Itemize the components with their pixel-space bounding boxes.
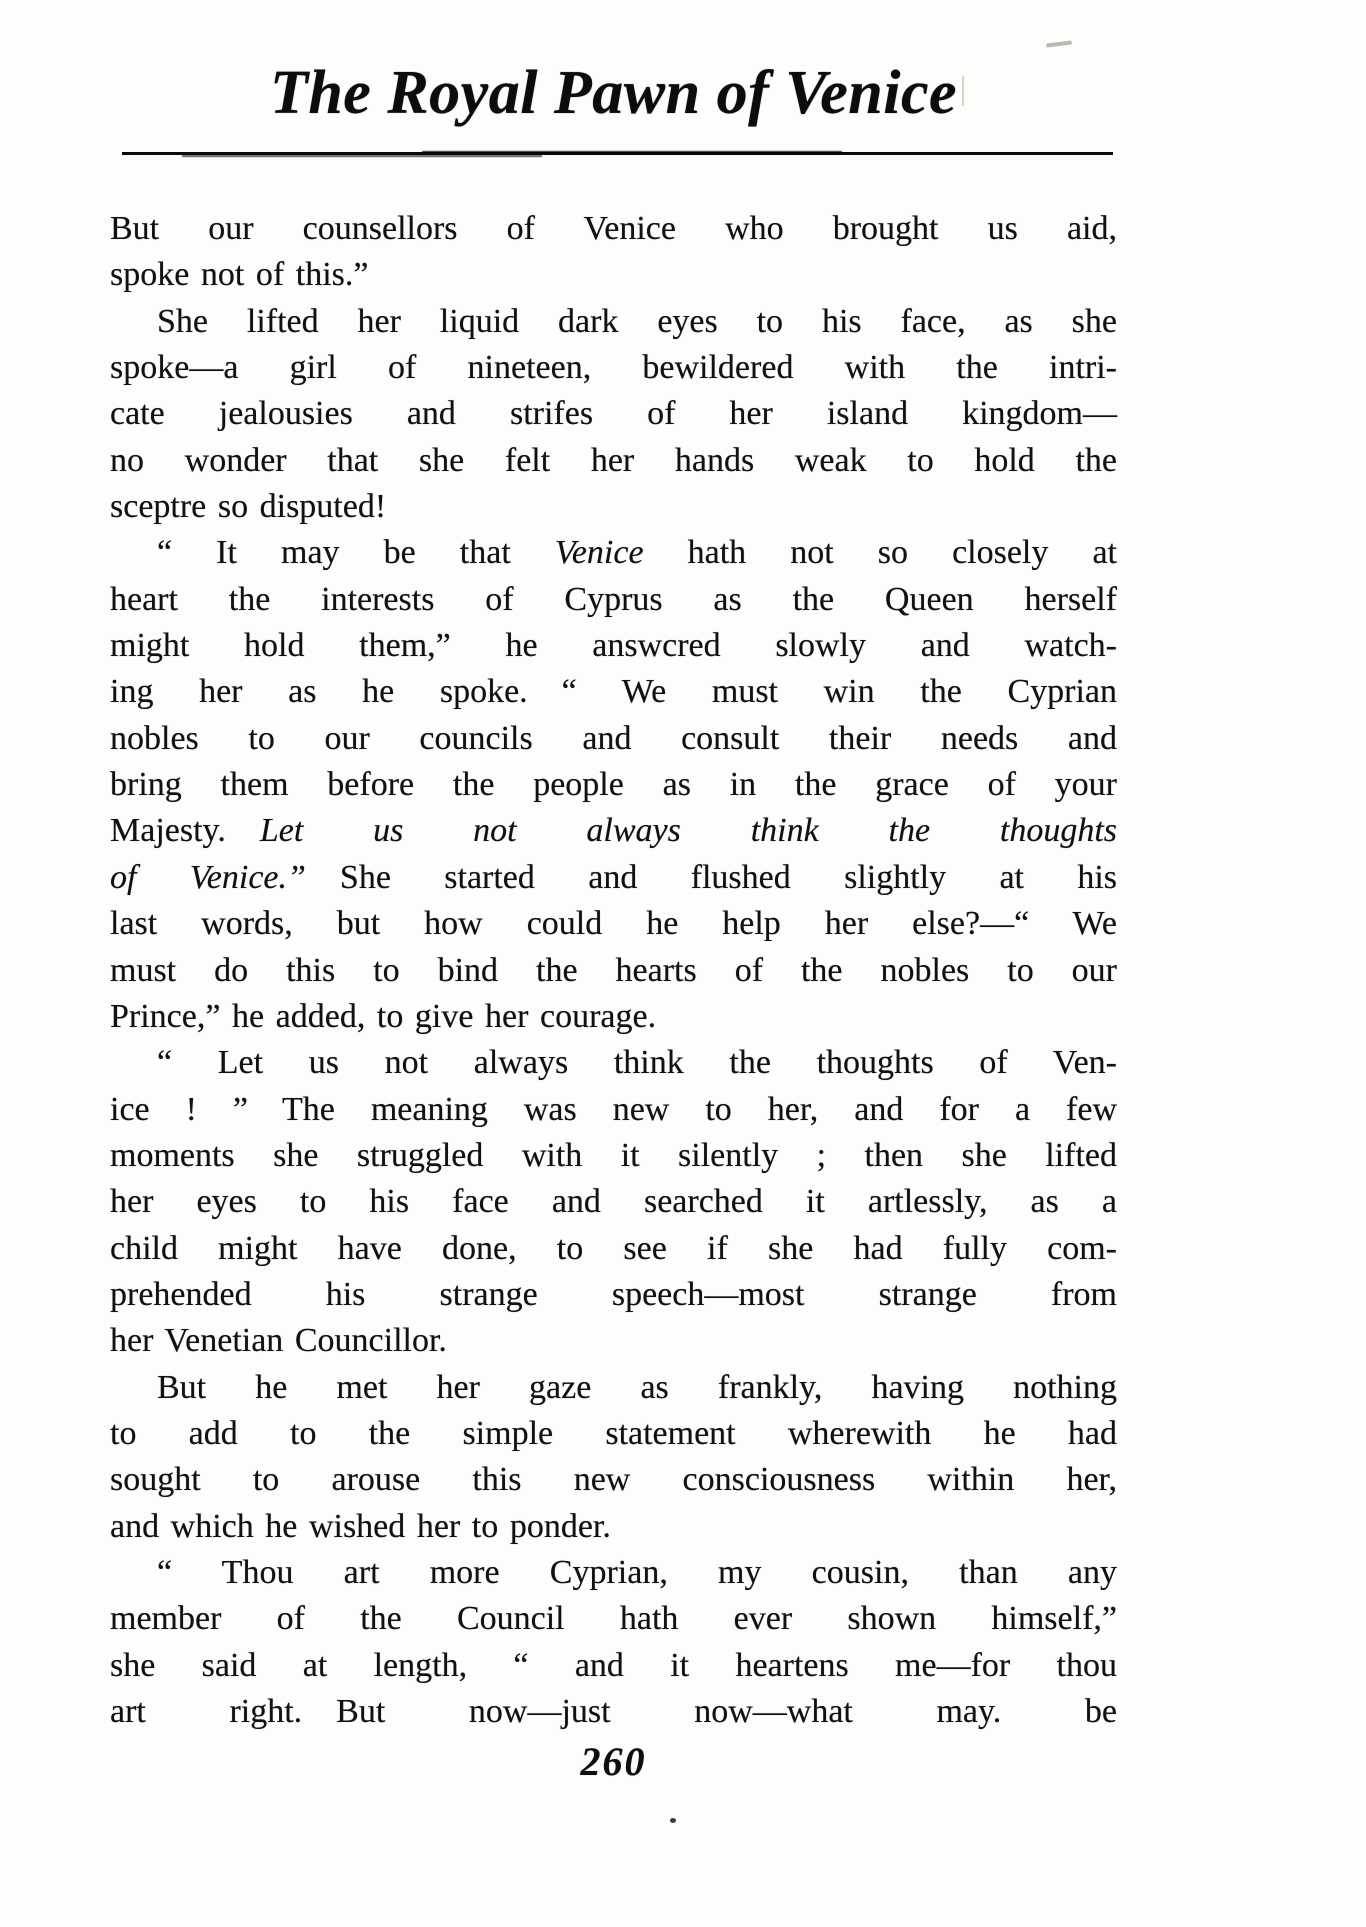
text-segment: “ It may be that (157, 534, 555, 572)
text-line (110, 1272, 1117, 1318)
text-segment: But he met her gaze as frankly, having nothing (157, 1368, 1117, 1406)
text-segment: last words, but how could he help her else?—“ We (110, 905, 1117, 943)
text-line (110, 206, 1117, 252)
text-segment: nobles to our councils and consult their needs and (110, 719, 1117, 757)
italic-text: Venice (554, 534, 644, 572)
text-segment: no wonder that she felt her hands weak to hold the (110, 441, 1117, 479)
text-segment: spoke not of this.” (110, 256, 369, 294)
text-line (110, 345, 1117, 391)
text-line (110, 484, 1117, 530)
text-segment: prehended his strange speech—most strange from (110, 1275, 1117, 1313)
text-segment: Majesty. (110, 812, 260, 850)
text-line (110, 1504, 1117, 1550)
text-segment: she said at length, “ and it heartens me—for thou (110, 1646, 1117, 1684)
text-line (110, 808, 1117, 854)
text-line (110, 623, 1117, 669)
text-segment: bring them before the people as in the grace of your (110, 766, 1117, 804)
italic-text: of Venice.” (110, 858, 306, 896)
text-segment: “ Let us not always think the thoughts of Ven- (157, 1044, 1117, 1082)
text-line (110, 1457, 1117, 1503)
text-segment: to add to the simple statement wherewith he had (110, 1414, 1117, 1452)
text-line (110, 299, 1117, 345)
text-segment: She started and flushed slightly at his (305, 858, 1117, 896)
text-line (110, 1040, 1117, 1086)
header-rule (122, 152, 1113, 155)
text-line (110, 252, 1117, 298)
text-segment: ice ! ” The meaning was new to her, and for a few (110, 1090, 1117, 1128)
text-line (110, 1179, 1117, 1225)
text-segment: member of the Council hath ever shown himself,” (110, 1600, 1117, 1638)
text-line (110, 1411, 1117, 1457)
text-line (110, 762, 1117, 808)
text-line (110, 948, 1117, 994)
text-line (110, 716, 1117, 762)
text-segment: hath not so closely at (643, 534, 1117, 572)
text-segment: But our counsellors of Venice who brought us aid, (110, 210, 1117, 247)
running-header-title: The Royal Pawn of Venice (269, 59, 958, 127)
text-segment: ing her as he spoke. “ We must win the Cyprian (110, 673, 1117, 711)
text-segment: might hold them,” he answcred slowly and watch- (110, 627, 1117, 665)
text-segment: cate jealousies and strifes of her island kingdom— (110, 395, 1117, 433)
scan-speck (962, 76, 964, 106)
text-line (110, 994, 1117, 1040)
scan-speck (1046, 40, 1072, 47)
text-line (110, 577, 1117, 623)
text-segment: She lifted her liquid dark eyes to his face, as she (157, 302, 1117, 340)
text-line (110, 1596, 1117, 1642)
text-segment: sought to arouse this new consciousness within her, (110, 1461, 1117, 1499)
text-line (110, 669, 1117, 715)
text-line (110, 1318, 1117, 1364)
text-segment: Prince,” he added, to give her courage. (110, 997, 657, 1035)
text-line (110, 1365, 1117, 1411)
text-line (110, 1550, 1117, 1596)
text-line (110, 855, 1117, 901)
text-segment: her Venetian Councillor. (110, 1322, 447, 1360)
text-segment: must do this to bind the hearts of the nobles to our (110, 951, 1117, 989)
text-line (110, 901, 1117, 947)
text-line (110, 1226, 1117, 1272)
text-line (110, 1643, 1117, 1689)
text-line (110, 438, 1117, 484)
text-segment: art right. But now—just now—what may. be (110, 1693, 1117, 1730)
text-segment: and which he wished her to ponder. (110, 1507, 611, 1545)
scan-speck (670, 1818, 676, 1823)
italic-text: Let us not always think the thoughts (259, 812, 1117, 850)
text-line (110, 530, 1117, 576)
text-segment: heart the interests of Cyprus as the Queen herself (110, 580, 1117, 618)
page-number: 260 (580, 1739, 647, 1784)
text-block (110, 206, 1117, 1735)
text-line (110, 1133, 1117, 1179)
text-segment: spoke—a girl of nineteen, bewildered with the intri- (110, 349, 1117, 387)
text-segment: sceptre so disputed! (110, 488, 387, 526)
text-line (110, 1689, 1117, 1735)
text-line (110, 1087, 1117, 1133)
text-segment: “ Thou art more Cyprian, my cousin, than any (157, 1553, 1117, 1591)
text-segment: moments she struggled with it silently ; then she lifted (110, 1136, 1117, 1174)
text-segment: her eyes to his face and searched it artlessly, as a (110, 1183, 1117, 1221)
text-line (110, 391, 1117, 437)
text-segment: child might have done, to see if she had fully com- (110, 1229, 1117, 1267)
